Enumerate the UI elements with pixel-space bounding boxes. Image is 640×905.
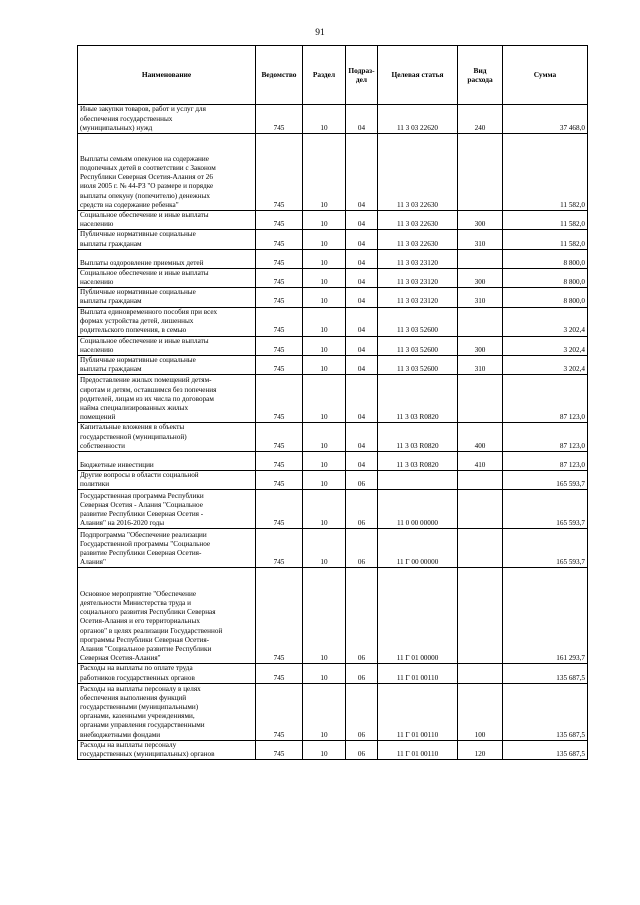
cell-section: 10 xyxy=(303,249,346,268)
cell-name: Социальное обеспечение и иные выплаты населению xyxy=(78,336,256,355)
cell-target: 11 Г 01 00110 xyxy=(378,740,458,759)
table-row xyxy=(78,336,588,355)
table-row xyxy=(78,134,588,211)
cell-section: 10 xyxy=(303,375,346,423)
cell-name: Государственная программа Республики Северная Осетия - Алания "Социальное развитие Республики Северная Осетия - Алания" на 2016-2020 годы xyxy=(78,490,256,529)
cell-exp-type: 310 xyxy=(458,356,503,375)
cell-name: Публичные нормативные социальные выплаты гражданам xyxy=(78,288,256,307)
cell-name: Публичные нормативные социальные выплаты гражданам xyxy=(78,230,256,249)
cell-subsection: 06 xyxy=(346,471,378,490)
cell-amount: 8 800,0 xyxy=(503,249,588,268)
cell-subsection: 04 xyxy=(346,356,378,375)
table-row xyxy=(78,307,588,336)
cell-target: 11 3 03 52600 xyxy=(378,336,458,355)
table-row xyxy=(78,105,588,134)
cell-target: 11 0 00 00000 xyxy=(378,490,458,529)
cell-target: 11 Г 01 00000 xyxy=(378,568,458,664)
cell-subsection: 06 xyxy=(346,490,378,529)
table-row xyxy=(78,268,588,287)
cell-exp-type xyxy=(458,529,503,568)
cell-section: 10 xyxy=(303,105,346,134)
cell-section: 10 xyxy=(303,568,346,664)
cell-dept: 745 xyxy=(256,356,303,375)
cell-target: 11 3 03 23120 xyxy=(378,249,458,268)
cell-subsection: 04 xyxy=(346,134,378,211)
cell-subsection: 06 xyxy=(346,568,378,664)
cell-dept: 745 xyxy=(256,268,303,287)
cell-dept: 745 xyxy=(256,249,303,268)
table-row xyxy=(78,375,588,423)
cell-section: 10 xyxy=(303,490,346,529)
cell-name: Иные закупки товаров, работ и услуг для обеспечения государственных (муниципальных) нужд xyxy=(78,105,256,134)
table-row xyxy=(78,249,588,268)
cell-amount: 11 582,0 xyxy=(503,211,588,230)
table-row xyxy=(78,423,588,452)
cell-amount: 3 202,4 xyxy=(503,356,588,375)
cell-section: 10 xyxy=(303,740,346,759)
cell-section: 10 xyxy=(303,230,346,249)
table-row xyxy=(78,452,588,471)
cell-dept: 745 xyxy=(256,423,303,452)
cell-exp-type xyxy=(458,664,503,683)
cell-dept: 745 xyxy=(256,490,303,529)
cell-subsection: 04 xyxy=(346,336,378,355)
col-header-section: Раздел xyxy=(303,46,346,105)
cell-dept: 745 xyxy=(256,211,303,230)
cell-dept: 745 xyxy=(256,105,303,134)
table-row xyxy=(78,740,588,759)
cell-section: 10 xyxy=(303,134,346,211)
cell-name: Выплаты оздоровление приемных детей xyxy=(78,249,256,268)
table-row xyxy=(78,683,588,740)
cell-dept: 745 xyxy=(256,375,303,423)
cell-amount: 11 582,0 xyxy=(503,134,588,211)
cell-exp-type: 120 xyxy=(458,740,503,759)
col-header-amount: Сумма xyxy=(503,46,588,105)
cell-name: Расходы на выплаты по оплате труда работников государственных органов xyxy=(78,664,256,683)
cell-subsection: 04 xyxy=(346,288,378,307)
cell-exp-type: 300 xyxy=(458,336,503,355)
cell-target: 11 3 03 23120 xyxy=(378,288,458,307)
cell-exp-type: 400 xyxy=(458,423,503,452)
cell-target: 11 3 03 22630 xyxy=(378,211,458,230)
cell-target: 11 3 03 52600 xyxy=(378,307,458,336)
cell-section: 10 xyxy=(303,211,346,230)
cell-amount: 8 800,0 xyxy=(503,268,588,287)
cell-amount: 3 202,4 xyxy=(503,307,588,336)
col-header-subsection: Подраз- дел xyxy=(346,46,378,105)
table-row xyxy=(78,664,588,683)
cell-target xyxy=(378,471,458,490)
cell-exp-type xyxy=(458,471,503,490)
cell-exp-type: 240 xyxy=(458,105,503,134)
cell-target: 11 Г 00 00000 xyxy=(378,529,458,568)
cell-name: Предоставление жилых помещений детям- сиротам и детям, оставшимся без попечения родителей, лицам из их числа по договорам найма специализированных жилых помещений xyxy=(78,375,256,423)
cell-dept: 745 xyxy=(256,307,303,336)
cell-exp-type: 310 xyxy=(458,288,503,307)
page-number: 91 xyxy=(315,28,325,38)
cell-section: 10 xyxy=(303,664,346,683)
cell-subsection: 04 xyxy=(346,249,378,268)
cell-dept: 745 xyxy=(256,336,303,355)
budget-table xyxy=(77,45,588,760)
cell-target: 11 Г 01 00110 xyxy=(378,664,458,683)
table-row xyxy=(78,288,588,307)
cell-amount: 87 123,0 xyxy=(503,375,588,423)
cell-target: 11 3 03 23120 xyxy=(378,268,458,287)
table-row xyxy=(78,490,588,529)
cell-target: 11 3 03 22630 xyxy=(378,134,458,211)
cell-dept: 745 xyxy=(256,740,303,759)
cell-exp-type: 300 xyxy=(458,211,503,230)
cell-dept: 745 xyxy=(256,529,303,568)
table-row xyxy=(78,356,588,375)
table-header-row xyxy=(78,46,588,105)
cell-target: 11 3 03 R0820 xyxy=(378,375,458,423)
cell-section: 10 xyxy=(303,683,346,740)
table-row xyxy=(78,471,588,490)
cell-exp-type xyxy=(458,134,503,211)
cell-subsection: 04 xyxy=(346,211,378,230)
cell-name: Социальное обеспечение и иные выплаты населению xyxy=(78,211,256,230)
cell-exp-type: 300 xyxy=(458,268,503,287)
cell-dept: 745 xyxy=(256,230,303,249)
cell-exp-type: 410 xyxy=(458,452,503,471)
cell-name: Расходы на выплаты персоналу в целях обеспечения выполнения функций государственными (муниципальными) органами, казенными учреждениями, органами управления государственными внебюджетными фондами xyxy=(78,683,256,740)
cell-target: 11 Г 01 00110 xyxy=(378,683,458,740)
table-row xyxy=(78,211,588,230)
cell-section: 10 xyxy=(303,307,346,336)
cell-exp-type: 310 xyxy=(458,230,503,249)
cell-amount: 165 593,7 xyxy=(503,490,588,529)
table-row xyxy=(78,568,588,664)
cell-subsection: 06 xyxy=(346,664,378,683)
cell-name: Выплаты семьям опекунов на содержание подопечных детей в соответствии с Законом Республики Северная Осетия-Алания от 26 июля 2005 г. № 44-РЗ "О размере и порядке выплаты опекуну (попечителю) денежных средств на содержание ребенка" xyxy=(78,134,256,211)
cell-dept: 745 xyxy=(256,664,303,683)
cell-dept: 745 xyxy=(256,452,303,471)
cell-subsection: 04 xyxy=(346,307,378,336)
cell-subsection: 04 xyxy=(346,423,378,452)
cell-target: 11 3 03 52600 xyxy=(378,356,458,375)
table-row xyxy=(78,230,588,249)
cell-section: 10 xyxy=(303,423,346,452)
cell-exp-type xyxy=(458,568,503,664)
cell-section: 10 xyxy=(303,471,346,490)
cell-section: 10 xyxy=(303,529,346,568)
cell-name: Другие вопросы в области социальной политики xyxy=(78,471,256,490)
cell-name: Социальное обеспечение и иные выплаты населению xyxy=(78,268,256,287)
col-header-target: Целевая статья xyxy=(378,46,458,105)
cell-target: 11 3 03 22620 xyxy=(378,105,458,134)
cell-subsection: 06 xyxy=(346,740,378,759)
cell-amount: 165 593,7 xyxy=(503,529,588,568)
cell-name: Подпрограмма "Обеспечение реализации Государственной программы "Социальное развитие Республики Северная Осетия- Алания" xyxy=(78,529,256,568)
cell-dept: 745 xyxy=(256,568,303,664)
col-header-dept: Ведомство xyxy=(256,46,303,105)
cell-section: 10 xyxy=(303,356,346,375)
cell-section: 10 xyxy=(303,452,346,471)
cell-amount: 87 123,0 xyxy=(503,423,588,452)
cell-dept: 745 xyxy=(256,134,303,211)
cell-dept: 745 xyxy=(256,683,303,740)
cell-dept: 745 xyxy=(256,471,303,490)
cell-target: 11 3 03 R0820 xyxy=(378,423,458,452)
cell-exp-type xyxy=(458,490,503,529)
cell-amount: 37 468,0 xyxy=(503,105,588,134)
cell-name: Публичные нормативные социальные выплаты гражданам xyxy=(78,356,256,375)
cell-name: Бюджетные инвестиции xyxy=(78,452,256,471)
cell-exp-type: 100 xyxy=(458,683,503,740)
cell-exp-type xyxy=(458,375,503,423)
cell-target: 11 3 03 R0820 xyxy=(378,452,458,471)
cell-name: Выплата единовременного пособия при всех формах устройства детей, лишенных родительского попечения, в семью xyxy=(78,307,256,336)
cell-subsection: 04 xyxy=(346,375,378,423)
table-body xyxy=(78,105,588,760)
cell-section: 10 xyxy=(303,268,346,287)
cell-amount: 87 123,0 xyxy=(503,452,588,471)
cell-target: 11 3 03 22630 xyxy=(378,230,458,249)
cell-amount: 161 293,7 xyxy=(503,568,588,664)
col-header-exp-type: Вид расхода xyxy=(458,46,503,105)
cell-exp-type xyxy=(458,307,503,336)
cell-amount: 135 687,5 xyxy=(503,740,588,759)
cell-section: 10 xyxy=(303,336,346,355)
col-header-name: Наименование xyxy=(78,46,256,105)
cell-dept: 745 xyxy=(256,288,303,307)
cell-amount: 8 800,0 xyxy=(503,288,588,307)
cell-name: Основное мероприятие "Обеспечение деятельности Министерства труда и социального развития Республики Северная Осетия-Алания и его территориальных органов" в целях реализации Государственной программы Республики Северная Осетия- Алания "Социальное развитие Республики Северная Осетия-Алания" xyxy=(78,568,256,664)
cell-subsection: 04 xyxy=(346,105,378,134)
cell-subsection: 04 xyxy=(346,230,378,249)
cell-name: Капитальные вложения в объекты государственной (муниципальной) собственности xyxy=(78,423,256,452)
cell-amount: 3 202,4 xyxy=(503,336,588,355)
cell-subsection: 04 xyxy=(346,268,378,287)
cell-subsection: 04 xyxy=(346,452,378,471)
cell-subsection: 06 xyxy=(346,529,378,568)
cell-amount: 135 687,5 xyxy=(503,683,588,740)
cell-section: 10 xyxy=(303,288,346,307)
table-row xyxy=(78,529,588,568)
cell-exp-type xyxy=(458,249,503,268)
cell-name: Расходы на выплаты персоналу государственных (муниципальных) органов xyxy=(78,740,256,759)
cell-amount: 165 593,7 xyxy=(503,471,588,490)
cell-amount: 11 582,0 xyxy=(503,230,588,249)
cell-amount: 135 687,5 xyxy=(503,664,588,683)
cell-subsection: 06 xyxy=(346,683,378,740)
